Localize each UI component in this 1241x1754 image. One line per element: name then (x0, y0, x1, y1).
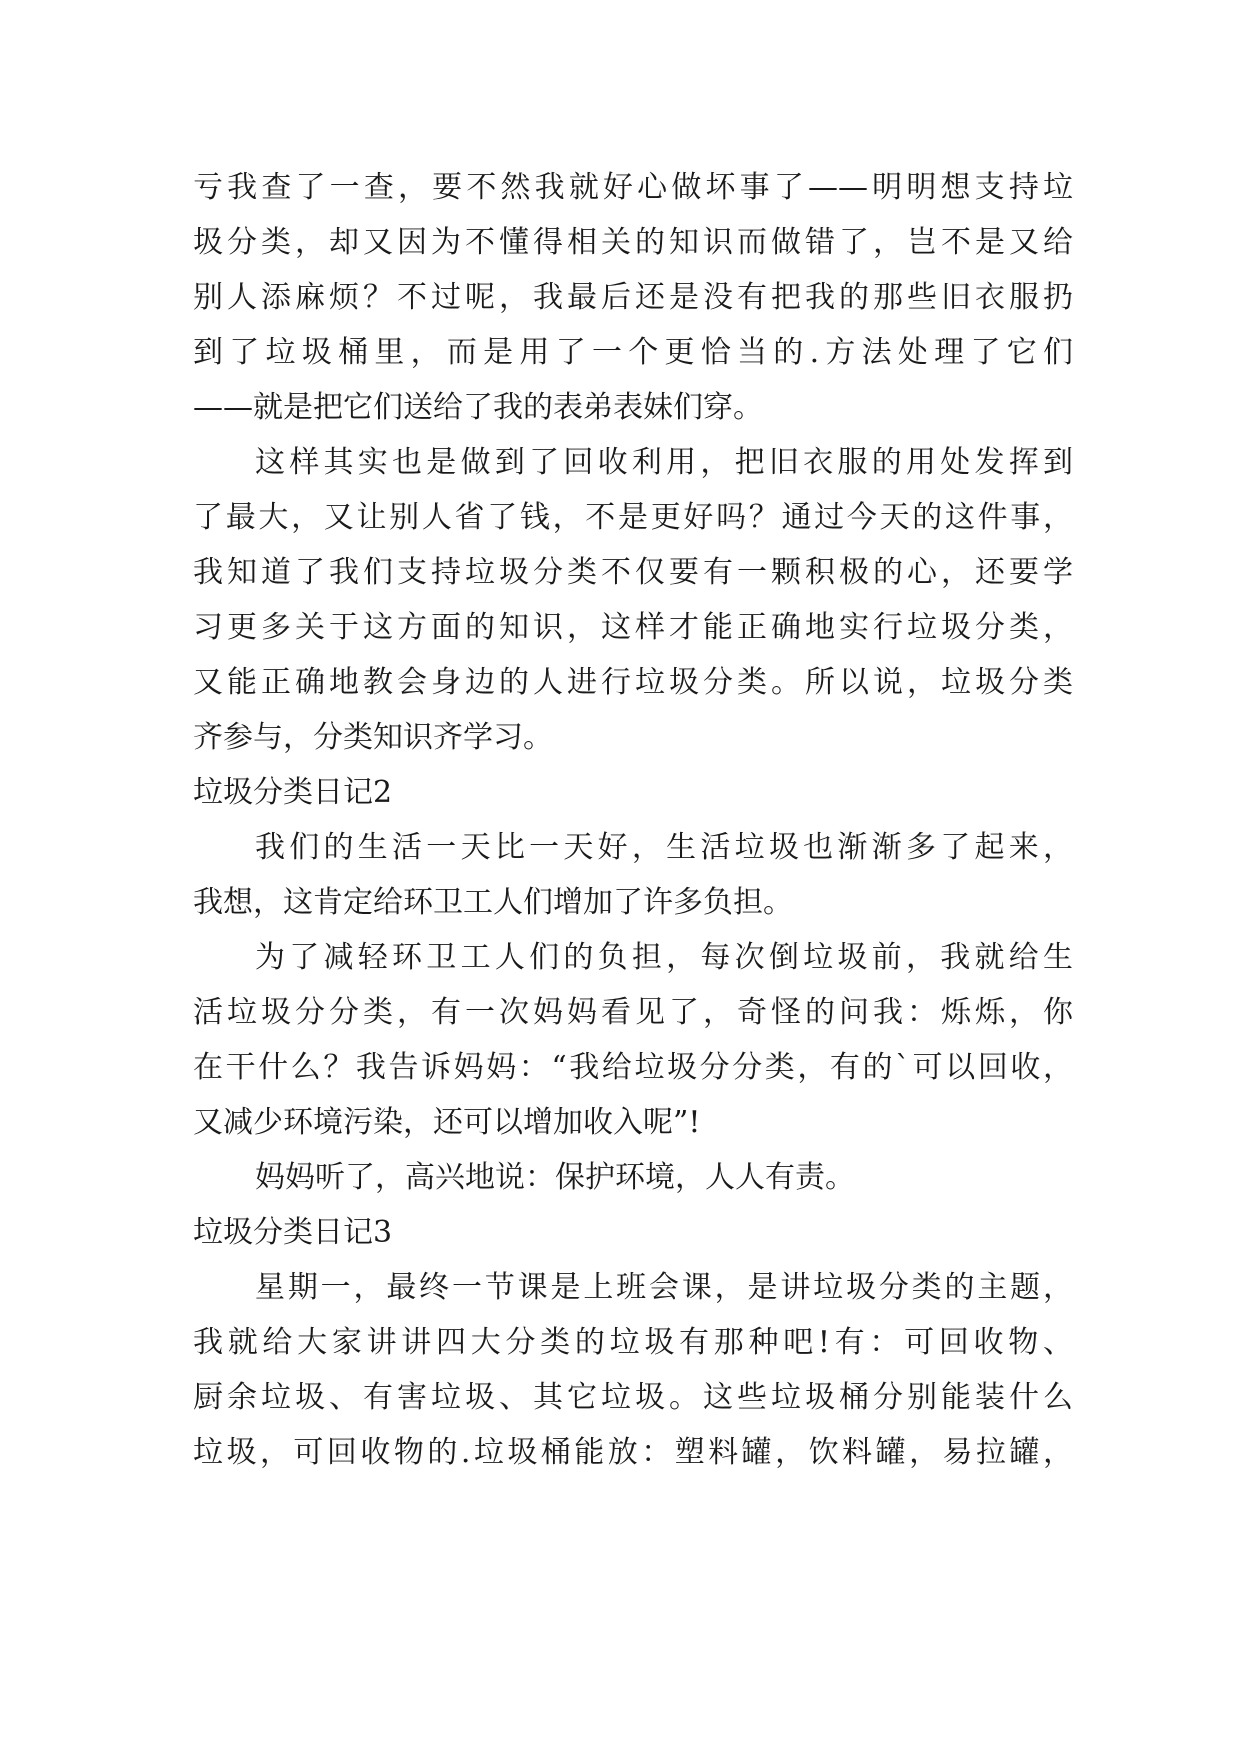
paragraph-start-line: 星期一，最终一节课是上班会课，是讲垃圾分类的主题， (255, 1270, 1073, 1305)
paragraph-start-line: 我们的生活一天比一天好，生活垃圾也渐渐多了起来， (255, 830, 1073, 865)
paragraph-start-line: 这样其实也是做到了回收利用，把旧衣服的用处发挥到 (255, 445, 1073, 480)
text-line: 习更多关于这方面的知识，这样才能正确地实行垃圾分类， (193, 610, 1073, 645)
text-line: 活垃圾分分类，有一次妈妈看见了，奇怪的问我：烁烁，你 (193, 995, 1073, 1030)
text-line: 厨余垃圾、有害垃圾、其它垃圾。这些垃圾桶分别能装什么 (193, 1380, 1073, 1415)
text-line: 亏我查了一查，要不然我就好心做坏事了——明明想支持垃 (193, 170, 1073, 205)
paragraph-start-line: 为了减轻环卫工人们的负担，每次倒垃圾前，我就给生 (255, 940, 1073, 975)
text-line: 垃圾，可回收物的.垃圾桶能放：塑料罐，饮料罐，易拉罐， (193, 1435, 1073, 1470)
text-line: 我知道了我们支持垃圾分类不仅要有一颗积极的心，还要学 (193, 555, 1073, 590)
text-line: ——就是把它们送给了我的表弟表妹们穿。 (193, 390, 763, 425)
document-body (193, 160, 1073, 1480)
text-line: 齐参与，分类知识齐学习。 (193, 720, 553, 755)
text-line: 又减少环境污染，还可以增加收入呢”! (193, 1105, 701, 1140)
text-line: 我就给大家讲讲四大分类的垃圾有那种吧!有：可回收物、 (193, 1325, 1073, 1360)
text-line: 了最大，又让别人省了钱，不是更好吗？通过今天的这件事， (193, 500, 1073, 535)
text-line: 又能正确地教会身边的人进行垃圾分类。所以说，垃圾分类 (193, 665, 1073, 700)
text-line: 圾分类，却又因为不懂得相关的知识而做错了，岂不是又给 (193, 225, 1073, 260)
paragraph-start-line: 妈妈听了，高兴地说：保护环境，人人有责。 (255, 1160, 855, 1195)
text-line: 我想，这肯定给环卫工人们增加了许多负担。 (193, 885, 793, 920)
text-line: 别人添麻烦？不过呢，我最后还是没有把我的那些旧衣服扔 (193, 280, 1073, 315)
section-heading: 垃圾分类日记2 (193, 775, 393, 810)
section-heading: 垃圾分类日记3 (193, 1215, 393, 1250)
text-line: 到了垃圾桶里，而是用了一个更恰当的.方法处理了它们 (193, 335, 1073, 370)
text-line: 在干什么？我告诉妈妈：“我给垃圾分分类，有的`可以回收， (193, 1050, 1073, 1085)
